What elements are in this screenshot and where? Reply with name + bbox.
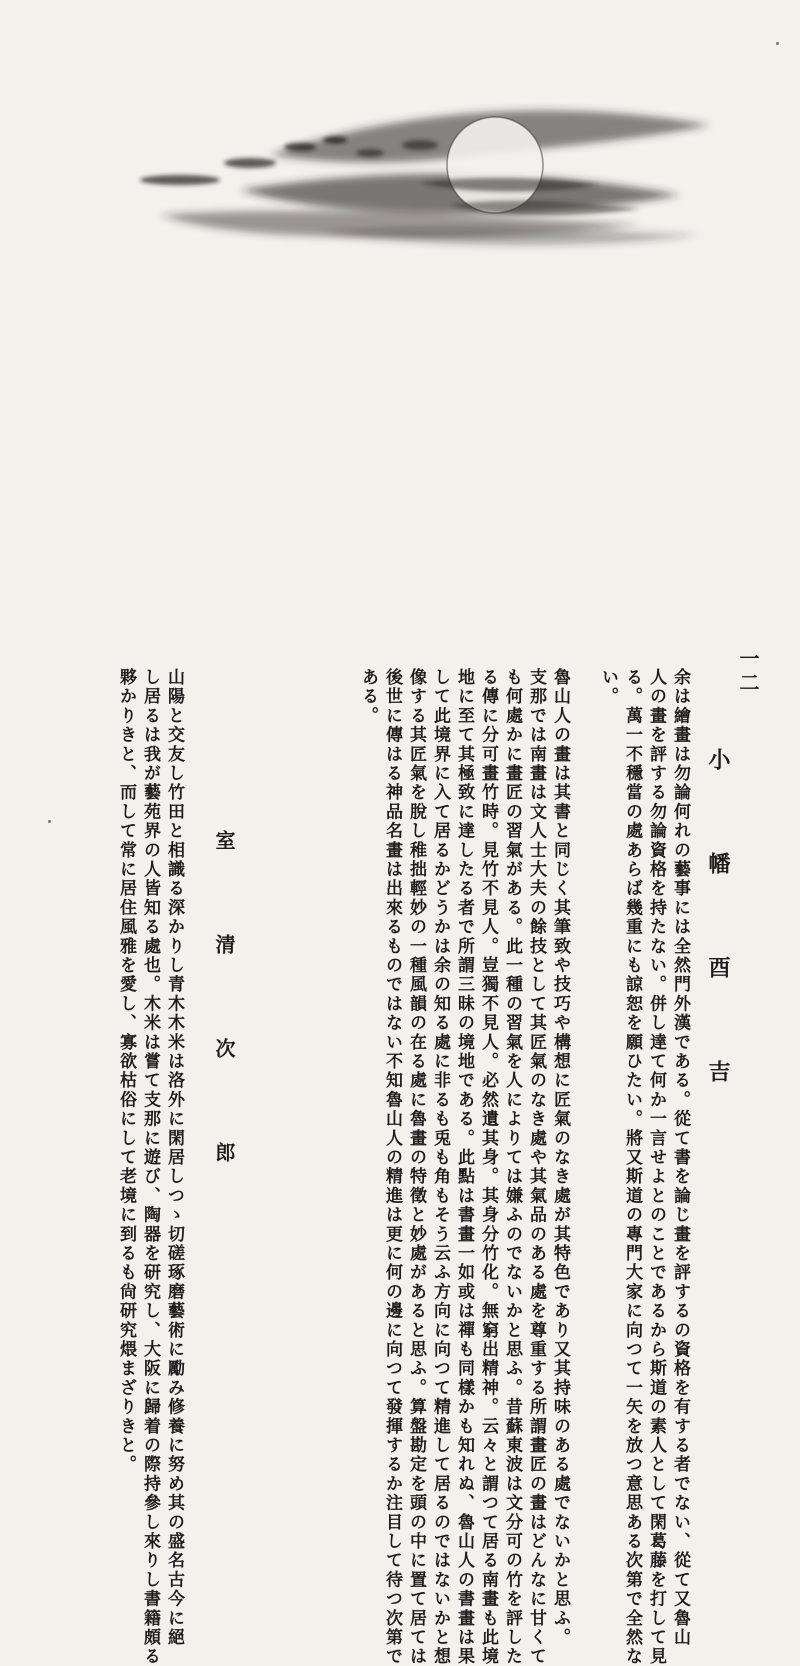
text-column: 地に至て其極致に達したる者で所謂三昧の境地である。此點は書畫一如或は禪も同樣かも知れぬ、魯山人の書畫は果 xyxy=(454,668,474,1666)
text-column: 後世に傳はる神品名畫は出來るものではない不知魯山人の精進は更に何の邊に向つて發揮するか注目して待つ次第で xyxy=(382,668,402,1666)
text-column: 支那では南畫は文人士大夫の餘技として其匠氣のなき處や其氣品のある處を尊重する所謂畫匠の畫はどんなに甘くて xyxy=(526,668,546,1666)
text-column: し居るは我が藝苑界の人皆知る處也。木米は嘗て支那に遊び、陶器を研究し、大阪に歸着の際持參し來りし書籍頗る xyxy=(140,668,160,1666)
text-column: る傳に分可畫竹時。見竹不見人。豈獨不見人。必然遺其身。其身分竹化。無窮出精神。云々と謂つて居る南畫も此境 xyxy=(478,668,498,1666)
text-column: ある。 xyxy=(358,668,378,726)
author-name: 室 清 次 郎 xyxy=(212,830,236,1192)
ink-moon-illustration xyxy=(120,85,730,255)
paper-speck xyxy=(776,42,779,45)
text-column: 像する其匠氣を脫し稚拙輕妙の一種風韻の在る處に魯畫の特徵と妙處があると思ふ。算盤勘定を頭の中に置て居ては xyxy=(406,668,426,1666)
essay-body xyxy=(262,668,692,1666)
text-column: 山陽と交友し竹田と相識る深かりし青木木米は洛外に閑居しつゝ切磋琢磨藝術に勵み修養に努め其の盛名古今に絕 xyxy=(164,668,184,1648)
text-column: い。 xyxy=(598,668,618,707)
text-column: 魯山人の畫は其書と同じく其筆致や技巧や構想に匠氣のなき處が其特色であり又其持味のある處でないかと思ふ。 xyxy=(550,668,570,1648)
essay-body xyxy=(90,668,200,1666)
text-column: 夥かりきと、而して常に居住風雅を愛し、寡欲枯俗にして老境に到るも尙研究煨まざりきと。 xyxy=(116,668,136,1475)
text-column: も何處かに畫匠の習氣がある。此一種の習氣を人によりては嫌ふのでないかと思ふ。昔蘇東波は文分可の竹を評した xyxy=(502,668,522,1666)
text-column: 余は繪畫は勿論何れの藝事には全然門外漢である。從て書を論じ畫を評するの資格を有する者でない、從て又魯山 xyxy=(670,668,690,1648)
text-column: して此境界に入て居るかどうかは余の知る處に非るも兎も角もそう云ふ方向に向つて精進して居るのではないかと想 xyxy=(430,668,450,1666)
text-column: 人の畫を評する勿論資格を持たない。併し達て何か一言せよとのことであるから斯道の素人として閑葛藤を打して見 xyxy=(646,668,666,1666)
paper-speck xyxy=(48,820,51,823)
page-number: 一二 xyxy=(736,648,760,696)
author-name: 小 幡 酉 吉 xyxy=(705,748,731,1110)
text-column: る。萬一不穩當の處あらば幾重にも諒恕を願ひたい。將又斯道の專門大家に向つて一矢を放つ意思ある次第で全然な xyxy=(622,668,642,1666)
